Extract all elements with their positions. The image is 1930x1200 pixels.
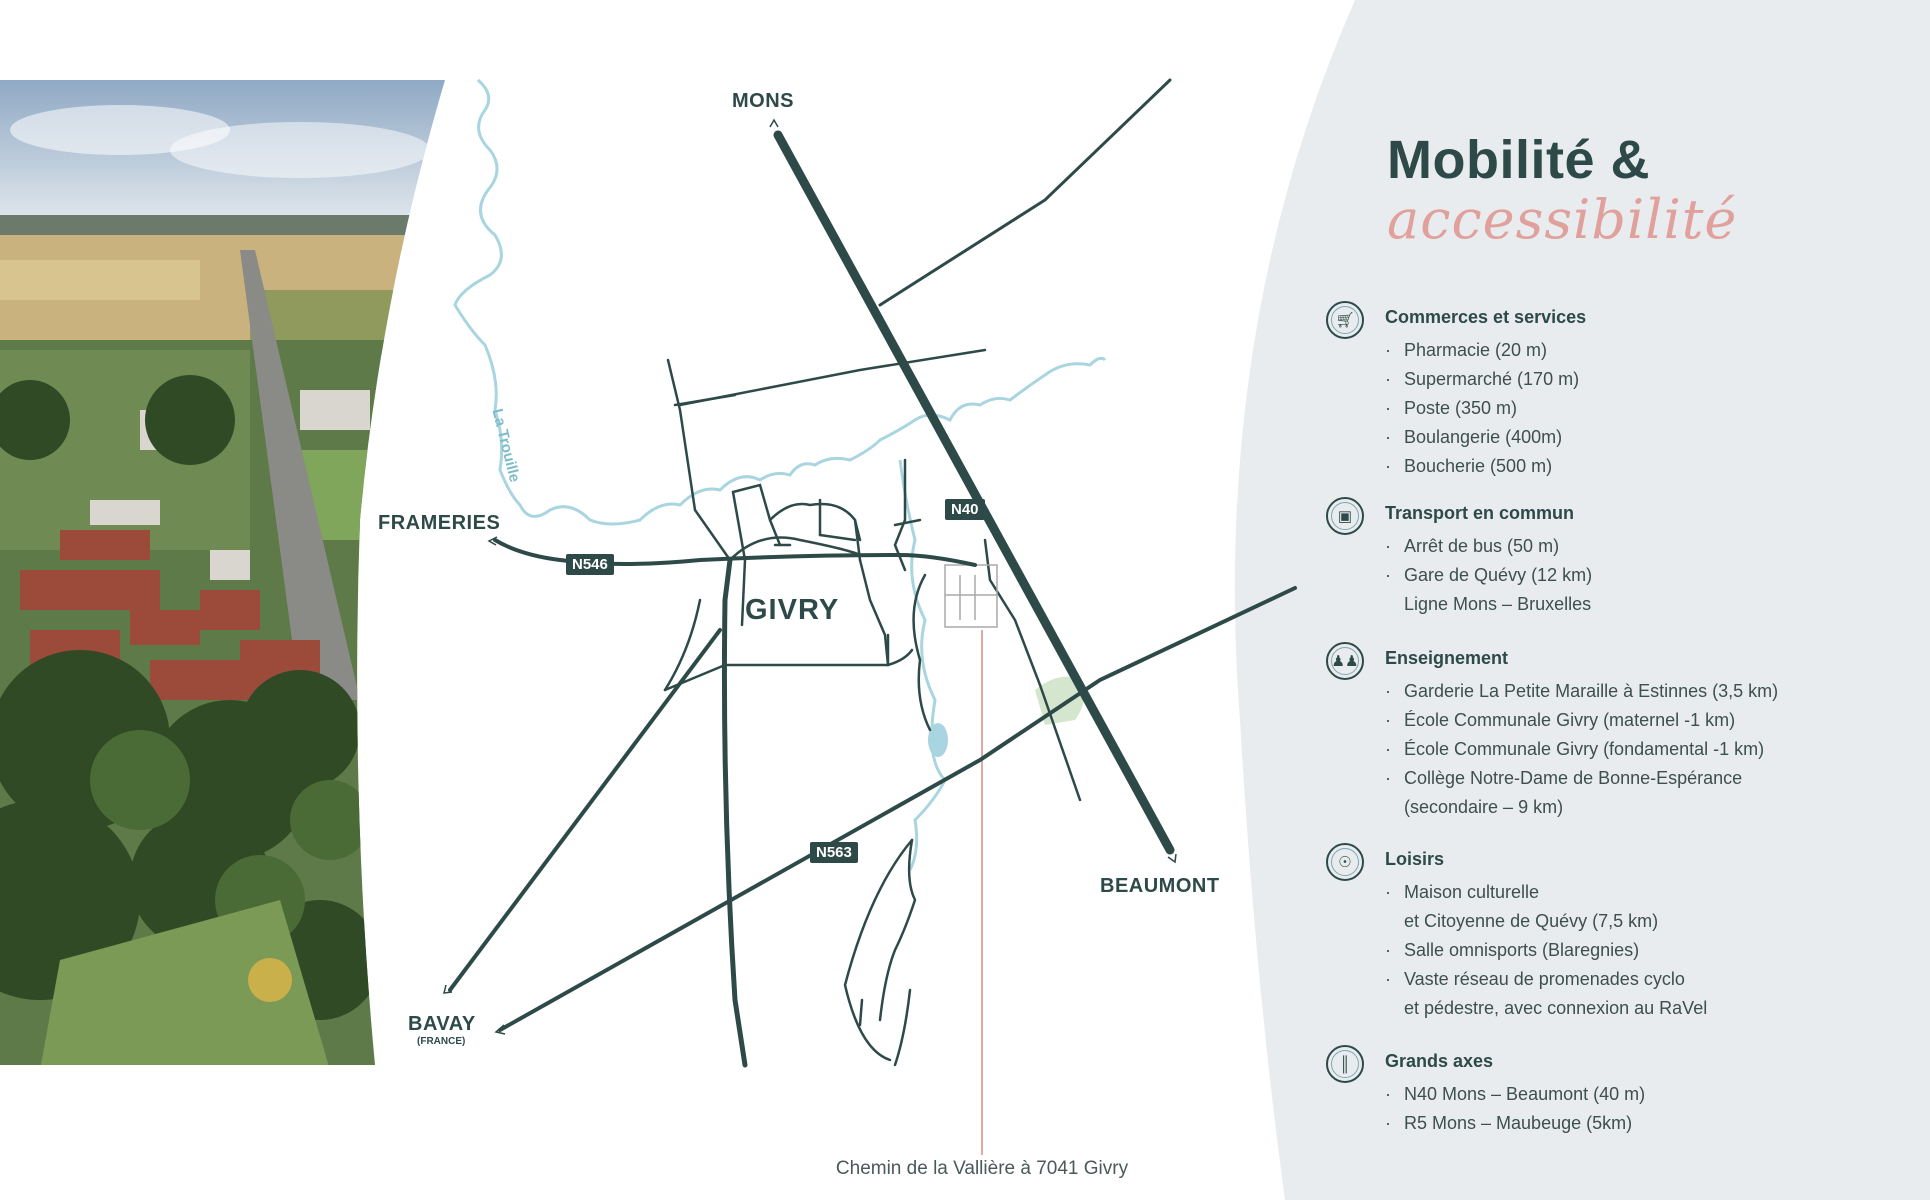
section-title: Grands axes: [1385, 1051, 1494, 1071]
section-list: [1385, 532, 1592, 619]
list-item: [1385, 590, 1592, 619]
bullet-icon: ·: [1385, 1113, 1391, 1133]
list-item: [1385, 394, 1579, 423]
list-item: [1385, 1080, 1645, 1109]
section-list: [1385, 878, 1707, 1023]
bullet-icon: ·: [1385, 369, 1391, 389]
list-item-text: et Citoyenne de Quévy (7,5 km): [1404, 911, 1659, 931]
section-title: Commerces et services: [1385, 307, 1587, 327]
list-item: [1385, 336, 1579, 365]
road-badge-n546: N546: [566, 554, 614, 575]
list-item-text: Maison culturelle: [1404, 882, 1540, 902]
list-item: [1385, 365, 1579, 394]
bullet-icon: ·: [1385, 710, 1391, 730]
bullet-icon: ·: [1385, 398, 1391, 418]
bullet-icon: ·: [1385, 768, 1391, 788]
list-item-text: Gare de Quévy (12 km): [1404, 565, 1593, 585]
list-item-text: Poste (350 m): [1404, 398, 1518, 418]
direction-label-bavay-country: (FRANCE): [417, 1036, 466, 1047]
bus-icon: ▣: [1326, 497, 1364, 535]
list-item-text: École Communale Givry (fondamental -1 km): [1404, 739, 1765, 759]
road-n563: [500, 588, 1295, 1030]
bullet-icon: ·: [1385, 536, 1391, 556]
list-item-text: (secondaire – 9 km): [1404, 797, 1564, 817]
section-title: Transport en commun: [1385, 503, 1575, 523]
list-item-text: Garderie La Petite Maraille à Estinnes (3,5 km): [1404, 681, 1779, 701]
list-item-text: Arrêt de bus (50 m): [1404, 536, 1560, 556]
list-item: [1385, 764, 1778, 793]
bullet-icon: ·: [1385, 427, 1391, 447]
list-item: [1385, 452, 1579, 481]
pond: [928, 723, 948, 757]
bullet-icon: ·: [1385, 940, 1391, 960]
bullet-icon: ·: [1385, 456, 1391, 476]
list-item-text: Supermarché (170 m): [1404, 369, 1580, 389]
bullet-icon: ·: [1385, 565, 1391, 585]
list-item: [1385, 936, 1707, 965]
list-item-text: Ligne Mons – Bruxelles: [1404, 594, 1592, 614]
arrow-beaumont: [1168, 854, 1176, 862]
list-item: [1385, 965, 1707, 994]
section-title: Loisirs: [1385, 849, 1445, 869]
river-label: La Trouille: [488, 407, 524, 484]
section-list: [1385, 336, 1579, 481]
bullet-icon: ·: [1385, 340, 1391, 360]
road-bavay: [450, 630, 720, 990]
bullet-icon: ·: [1385, 681, 1391, 701]
bullet-icon: ·: [1385, 882, 1391, 902]
bullet-icon: ·: [1385, 1084, 1391, 1104]
list-item: [1385, 677, 1778, 706]
list-item-text: N40 Mons – Beaumont (40 m): [1404, 1084, 1646, 1104]
road-icon: ║: [1326, 1045, 1364, 1083]
road-south: [724, 560, 745, 1065]
section-list: [1385, 677, 1778, 822]
list-item: [1385, 994, 1707, 1023]
list-item: [1385, 907, 1707, 936]
children-icon: ♟♟: [1326, 642, 1364, 680]
panel-title: Mobilité &: [1387, 130, 1650, 190]
arrow-mons: [770, 120, 778, 127]
list-item: [1385, 706, 1778, 735]
direction-label-mons: MONS: [732, 90, 794, 112]
direction-label-bavay: BAVAY: [408, 1013, 476, 1035]
list-item: [1385, 1109, 1645, 1138]
direction-label-frameries: FRAMERIES: [378, 512, 501, 534]
list-item-text: R5 Mons – Maubeuge (5km): [1404, 1113, 1633, 1133]
bullet-icon: ·: [1385, 969, 1391, 989]
road-badge-n563: N563: [810, 842, 858, 863]
list-item-text: Boulangerie (400m): [1404, 427, 1563, 447]
road-badge-n40: N40: [945, 499, 985, 520]
list-item-text: Vaste réseau de promenades cyclo: [1404, 969, 1685, 989]
list-item-text: Salle omnisports (Blaregnies): [1404, 940, 1640, 960]
direction-label-beaumont: BEAUMONT: [1100, 875, 1220, 897]
section-title: Enseignement: [1385, 648, 1509, 668]
list-item: [1385, 532, 1592, 561]
road-n40: [778, 135, 1170, 850]
section-list: [1385, 1080, 1645, 1138]
town-label-givry: GIVRY: [745, 594, 840, 626]
bullet-icon: ·: [1385, 739, 1391, 759]
road-mons-northeast: [880, 80, 1170, 305]
panel-sections: [1320, 0, 1920, 1200]
list-item-text: École Communale Givry (maternel -1 km): [1404, 710, 1736, 730]
project-address: Chemin de la Vallière à 7041 Givry: [835, 1158, 1129, 1179]
list-item-text: Collège Notre-Dame de Bonne-Espérance: [1404, 768, 1743, 788]
list-item-text: Pharmacie (20 m): [1404, 340, 1548, 360]
list-item: [1385, 423, 1579, 452]
list-item-text: et pédestre, avec connexion au RaVel: [1404, 998, 1708, 1018]
cyclist-icon: ☉: [1326, 843, 1364, 881]
list-item: [1385, 561, 1592, 590]
list-item-text: Boucherie (500 m): [1404, 456, 1553, 476]
shopping-cart-icon: 🛒︎: [1326, 301, 1364, 339]
list-item: [1385, 735, 1778, 764]
panel-subtitle: accessibilité: [1387, 188, 1738, 251]
list-item: [1385, 878, 1707, 907]
list-item: [1385, 793, 1778, 822]
